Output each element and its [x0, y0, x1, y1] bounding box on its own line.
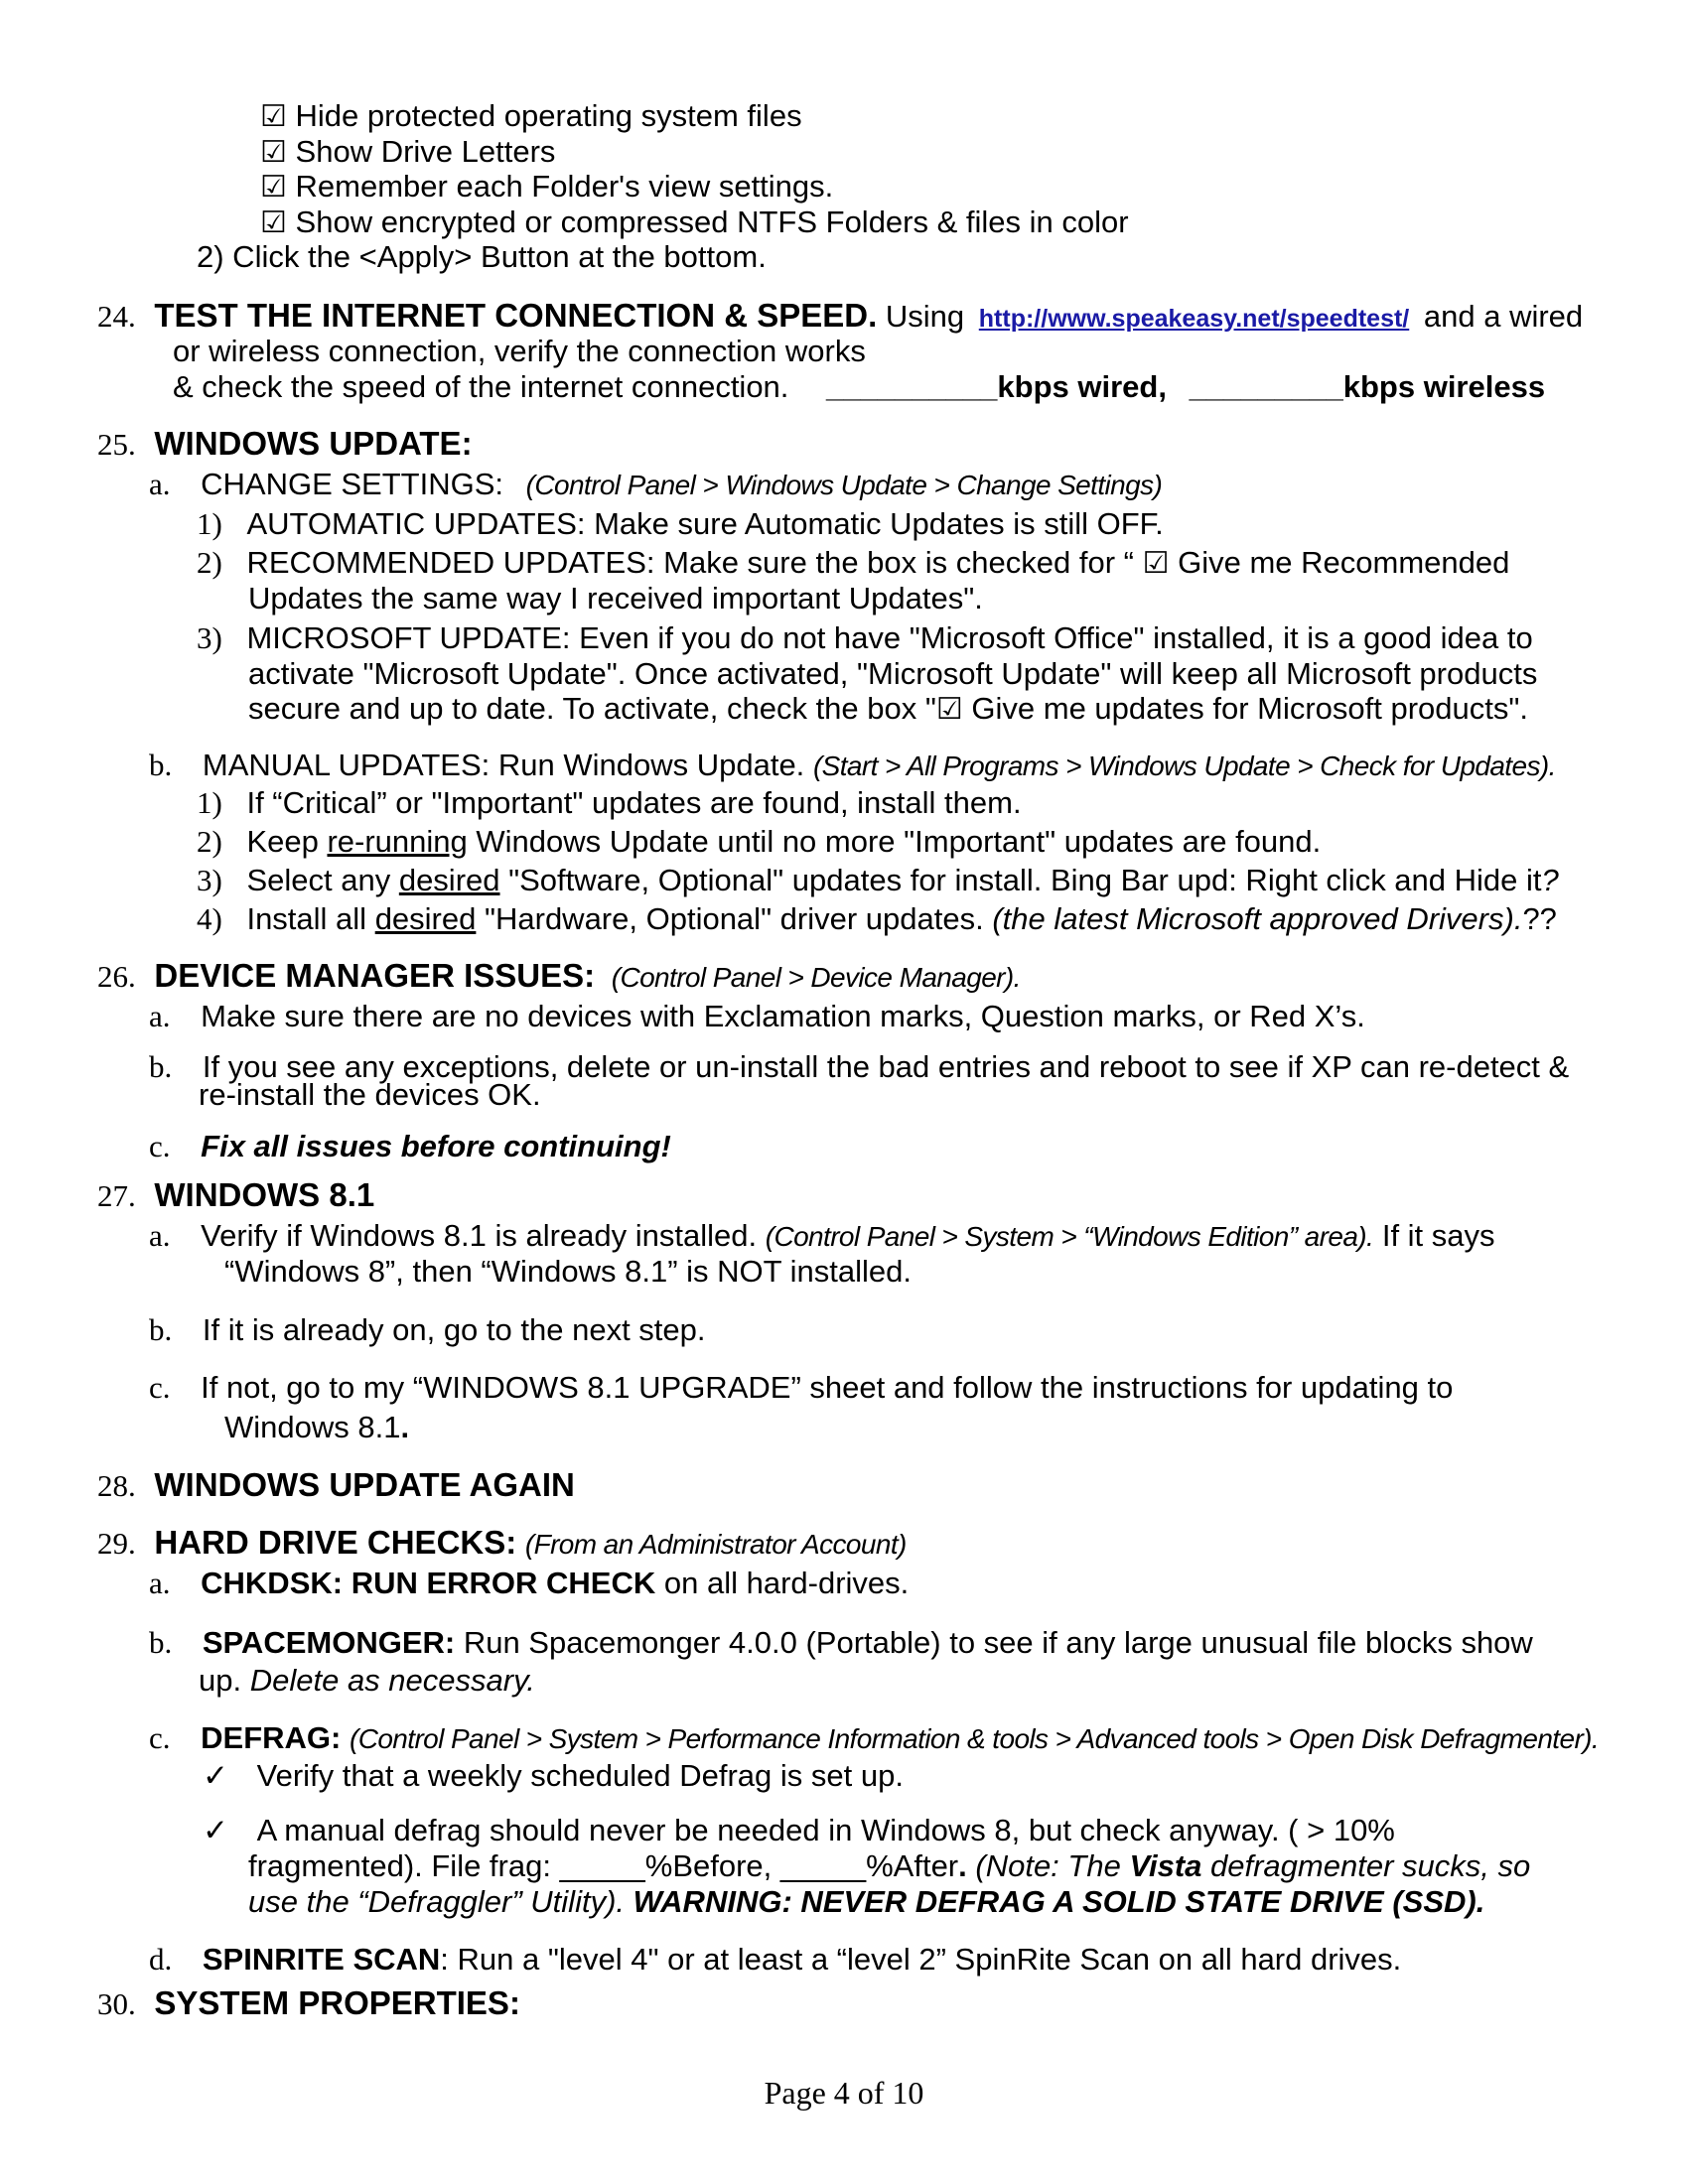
section-29-heading: 29. HARD DRIVE CHECKS: (From an Administrator Account)	[97, 1524, 907, 1561]
wireless-speed-blank: _________kbps wireless	[1189, 369, 1546, 404]
section-25a: a. CHANGE SETTINGS: (Control Panel > Windows Update > Change Settings)	[149, 467, 1163, 501]
section-25b-3: 3) Select any desired "Software, Optional" updates for install. Bing Bar upd: Right click and Hide it?	[197, 863, 1559, 897]
section-27c-cont: Windows 8.1.	[224, 1410, 410, 1444]
section-29a: a. CHKDSK: RUN ERROR CHECK on all hard-drives.	[149, 1566, 910, 1600]
section-25a-2: 2) RECOMMENDED UPDATES: Make sure the box is checked for “ ☑ Give me Recommended	[197, 545, 1510, 580]
section-29d: d. SPINRITE SCAN: Run a "level 4" or at least a “level 2” SpinRite Scan on all hard drives.	[149, 1942, 1402, 1977]
checkbox-checked-icon: ☑	[260, 100, 287, 133]
page-number-footer: Page 4 of 10	[764, 2075, 924, 2111]
section-27-heading: 27. WINDOWS 8.1	[97, 1176, 375, 1213]
speed-blanks	[826, 369, 1545, 405]
section-29c-2-cont2: use the “Defraggler” Utility). WARNING: NEVER DEFRAG A SOLID STATE DRIVE (SSD).	[248, 1884, 1485, 1919]
checkmark-icon: ✓	[203, 1813, 228, 1847]
section-24-heading: 24. TEST THE INTERNET CONNECTION & SPEED. Using http://www.speakeasy.net/speedtest/ and a wired	[97, 297, 1584, 334]
section-25b-4: 4) Install all desired "Hardware, Optional" driver updates. (the latest Microsoft approved Drivers).??	[197, 901, 1557, 936]
ssd-warning: WARNING: NEVER DEFRAG A SOLID STATE DRIVE (SSD).	[633, 1884, 1485, 1919]
section-25b-1: 1) If “Critical” or "Important" updates are found, install them.	[197, 785, 1022, 820]
section-30-heading: 30. SYSTEM PROPERTIES:	[97, 1984, 520, 2021]
checkbox-checked-icon: ☑	[935, 693, 963, 726]
section-26b-cont: re-install the devices OK.	[199, 1077, 541, 1112]
checkbox-checked-icon: ☑	[260, 171, 287, 204]
section-25b: b. MANUAL UPDATES: Run Windows Update. (Start > All Programs > Windows Update > Check for Updates).	[149, 748, 1556, 782]
checkbox-checked-icon: ☑	[260, 206, 287, 239]
section-27c: c. If not, go to my “WINDOWS 8.1 UPGRADE” sheet and follow the instructions for updating to	[149, 1370, 1454, 1405]
section-29b-cont: up. Delete as necessary.	[199, 1663, 535, 1698]
section-27a: a. Verify if Windows 8.1 is already installed. (Control Panel > System > “Windows Edition” area). If it says	[149, 1218, 1495, 1253]
section-29c: c. DEFRAG: (Control Panel > System > Performance Information & tools > Advanced tools > Open Disk Defragmenter).	[149, 1720, 1600, 1755]
section-25a-1: 1) AUTOMATIC UPDATES: Make sure Automatic Updates is still OFF.	[197, 506, 1164, 541]
option-hide-protected: ☑ Hide protected operating system files	[260, 98, 802, 133]
checkbox-checked-icon: ☑	[260, 136, 287, 169]
section-25a-3-cont2: secure and up to date. To activate, check the box "☑ Give me updates for Microsoft products".	[248, 691, 1529, 726]
checkbox-checked-icon: ☑	[1142, 547, 1170, 580]
section-29c-2-cont1: fragmented). File frag: _____%Before, _____%After. (Note: The Vista defragmenter sucks, so	[248, 1848, 1531, 1883]
checkmark-icon: ✓	[203, 1758, 228, 1793]
section-28-heading: 28. WINDOWS UPDATE AGAIN	[97, 1466, 575, 1503]
section-25a-3: 3) MICROSOFT UPDATE: Even if you do not have "Microsoft Office" installed, it is a good idea to	[197, 620, 1533, 655]
option-show-drive-letters: ☑ Show Drive Letters	[260, 134, 556, 169]
apply-step: 2) Click the <Apply> Button at the bottom.	[197, 239, 767, 274]
option-remember-folder-view: ☑ Remember each Folder's view settings.	[260, 169, 834, 204]
section-27a-cont: “Windows 8”, then “Windows 8.1” is NOT installed.	[224, 1254, 912, 1289]
section-26c: c. Fix all issues before continuing!	[149, 1129, 671, 1163]
section-26b: b. If you see any exceptions, delete or un-install the bad entries and reboot to see if XP can re-detect &	[149, 1049, 1570, 1084]
section-25b-2: 2) Keep re-running Windows Update until no more "Important" updates are found.	[197, 824, 1322, 859]
speedtest-link[interactable]: http://www.speakeasy.net/speedtest/	[978, 305, 1410, 333]
section-24-line3: & check the speed of the internet connection.	[173, 369, 789, 404]
section-29b: b. SPACEMONGER: Run Spacemonger 4.0.0 (Portable) to see if any large unusual file blocks show	[149, 1625, 1533, 1660]
section-25a-3-cont1: activate "Microsoft Update". Once activated, "Microsoft Update" will keep all Microsoft products	[248, 656, 1538, 691]
section-25a-2-cont: Updates the same way I received important Updates".	[248, 581, 983, 615]
section-25-heading: 25. WINDOWS UPDATE:	[97, 425, 473, 462]
section-24-line2: or wireless connection, verify the connection works	[173, 334, 866, 368]
section-26-heading: 26. DEVICE MANAGER ISSUES: (Control Panel > Device Manager).	[97, 957, 1021, 994]
section-27b: b. If it is already on, go to the next step.	[149, 1312, 706, 1347]
option-show-encrypted: ☑ Show encrypted or compressed NTFS Folders & files in color	[260, 205, 1129, 239]
wired-speed-blank: __________kbps wired,	[826, 369, 1167, 404]
section-29c-1: ✓ Verify that a weekly scheduled Defrag is set up.	[203, 1758, 904, 1793]
section-26a: a. Make sure there are no devices with Exclamation marks, Question marks, or Red X’s.	[149, 999, 1365, 1033]
section-29c-2: ✓ A manual defrag should never be needed in Windows 8, but check anyway. ( > 10%	[203, 1813, 1395, 1847]
